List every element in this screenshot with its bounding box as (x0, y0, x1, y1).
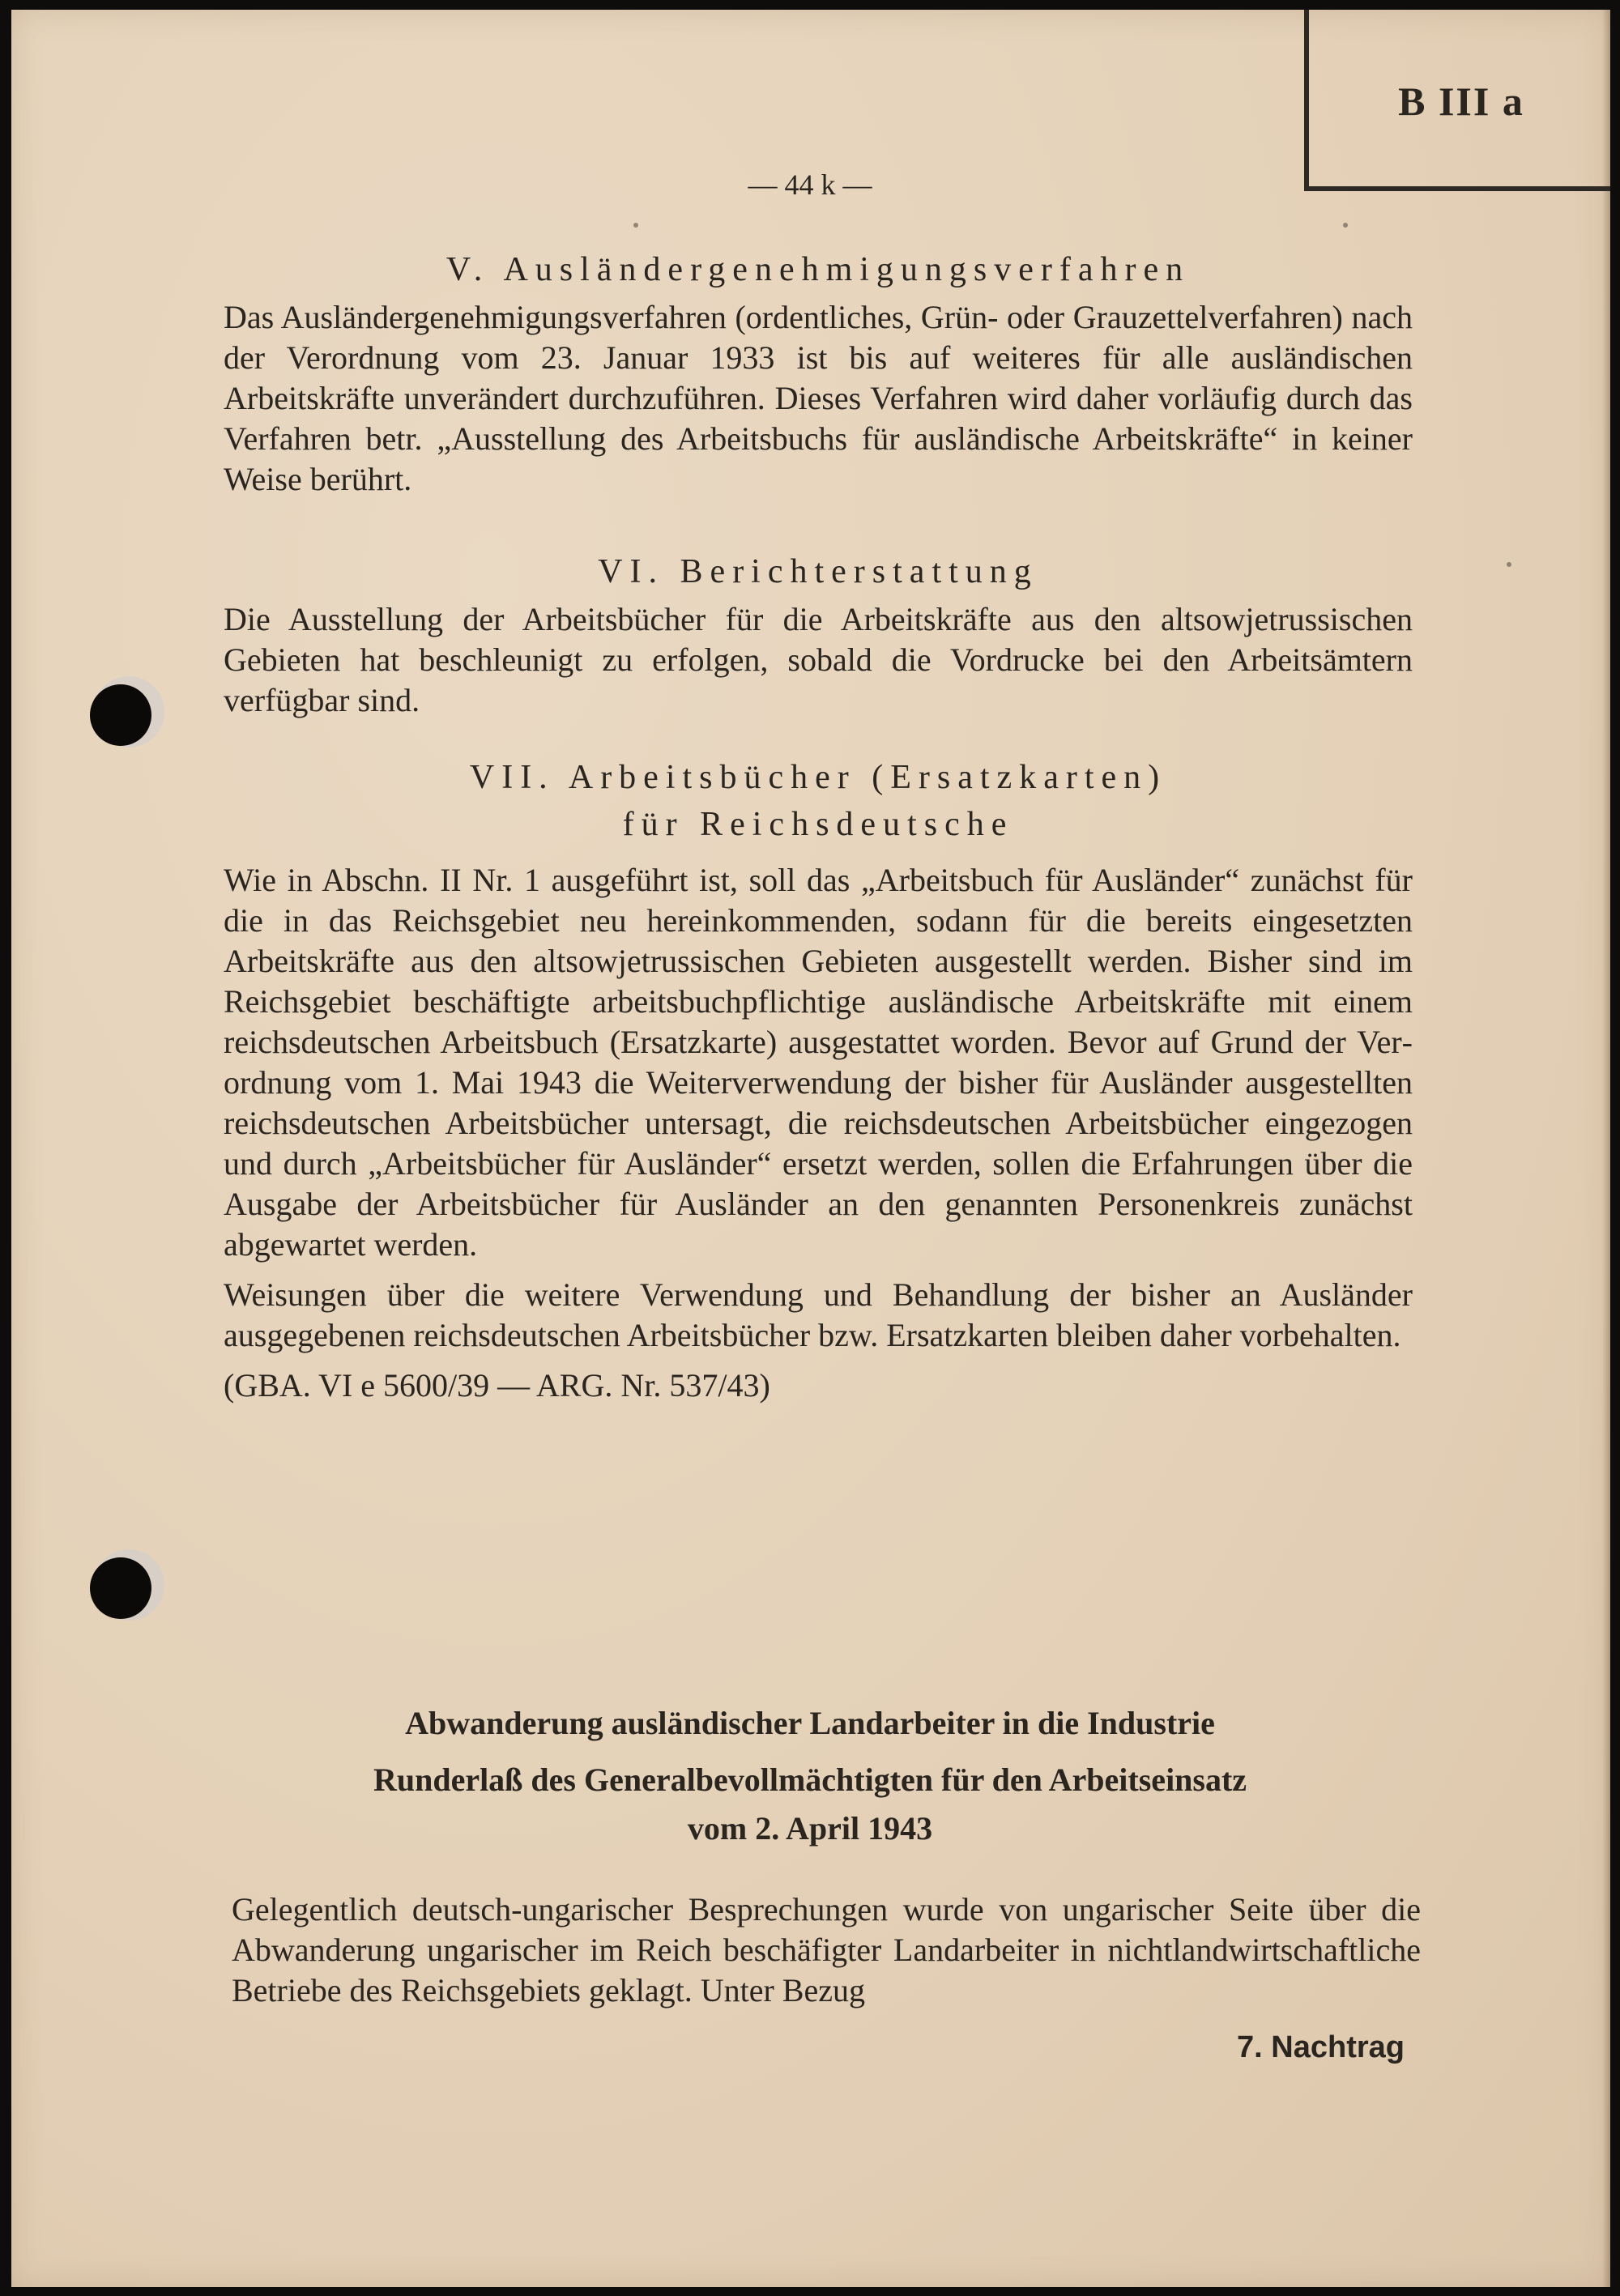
decree-body (232, 1889, 1421, 2011)
paper-speck (1507, 562, 1511, 567)
section-vi (224, 552, 1413, 721)
punch-hole-bottom (90, 1557, 151, 1619)
decree-subtitle: Runderlaß des Generalbevollmächtigten für den Arbeitseinsatz (373, 1761, 1247, 1798)
section-code-label: B III a (1398, 79, 1524, 124)
section-vi-heading: VI. Berichterstattung (598, 553, 1038, 590)
punch-hole-top (90, 684, 151, 746)
document-page (11, 10, 1610, 2287)
section-vii-heading-line1: VII. Arbeitsbücher (Ersatzkarten) (469, 759, 1167, 796)
decree-title: Abwanderung ausländischer Landarbeiter in die Industrie (405, 1705, 1215, 1741)
section-vii-paragraph-2: Weisungen über die weitere Verwendung und Behandlung der bisher an Ausländer ausgegebenen reichsdeutschen Arbeitsbücher bzw. Ersatzkarten bleiben daher vorbehalten. (224, 1276, 1413, 1353)
section-v (224, 250, 1413, 500)
decree-date: vom 2. April 1943 (687, 1810, 933, 1847)
section-vii-paragraph-1: Wie in Abschn. II Nr. 1 ausgeführt ist, soll das „Arbeitsbuch für Ausländer“ zunächst für die in das Reichsgebiet neu hereinkommenden, sodann für die bereits eingesetzten Arbeitskräfte aus den altsowjetrussischen Gebieten ausgestellt werden. Bisher sind im Reichsgebiet beschäftigte arbeitsbuchpflichtige ausländische Arbeitskräfte mit einem reichsdeutschen Arbeitsbuch (Ersatzkarte) ausgestattet worden. Bevor auf Grund der Verordnung vom 1. Mai 1943 die Weiterverwendung der bisher für Ausländer ausgestellten reichsdeutschen Arbeitsbücher untersagt, die reichsdeutschen Arbeitsbücher eingezogen und durch „Arbeitsbücher für Ausländer“ ersetzt werden, sollen die Erfahrungen über die Ausgabe der Arbeitsbücher für Ausländer an den genannten Personenkreis zunächst abgewartet werden. (224, 862, 1413, 1263)
section-vii (224, 758, 1413, 1406)
paper-speck (633, 223, 638, 228)
section-vi-text: Die Ausstellung der Arbeitsbücher für die Arbeitskräfte aus den altsowjetrussischen Gebieten hat beschleunigt zu erfolgen, sobald die Vordrucke bei den Arbeitsämtern verfügbar sind. (224, 601, 1413, 718)
section-v-heading: V. Ausländergenehmigungsverfahren (446, 251, 1191, 288)
supplement-label: 7. Nachtrag (1237, 2030, 1405, 2064)
page-edge-shadow (1602, 10, 1610, 2287)
section-v-text: Das Ausländergenehmigungsverfahren (ordentliches, Grün- oder Grauzettelverfahren) nach der Verordnung vom 23. Januar 1933 ist bis auf weiteres für alle ausländischen Arbeitskräfte unverändert durchzuführen. Dieses Verfahren wird daher vorläufig durch das Verfahren betr. „Ausstellung des Arbeitsbuchs für ausländische Arbeitskräfte“ in keiner Weise berührt. (224, 299, 1413, 497)
section-vii-heading-line2: für Reichsdeutsche (622, 806, 1014, 843)
page-number: — 44 k — (748, 168, 872, 201)
section-vii-reference: (GBA. VI e 5600/39 — ARG. Nr. 537/43) (224, 1367, 770, 1404)
decree-text: Gelegentlich deutsch-ungarischer Besprechungen wurde von ungarischer Seite über die Abwanderung ungarischer im Reich beschäfigter Landarbeiter in nichtlandwirtschaftliche Betriebe des Reichsgebiets geklagt. Unter Bezug (232, 1891, 1421, 2008)
paper-speck (1343, 223, 1348, 228)
